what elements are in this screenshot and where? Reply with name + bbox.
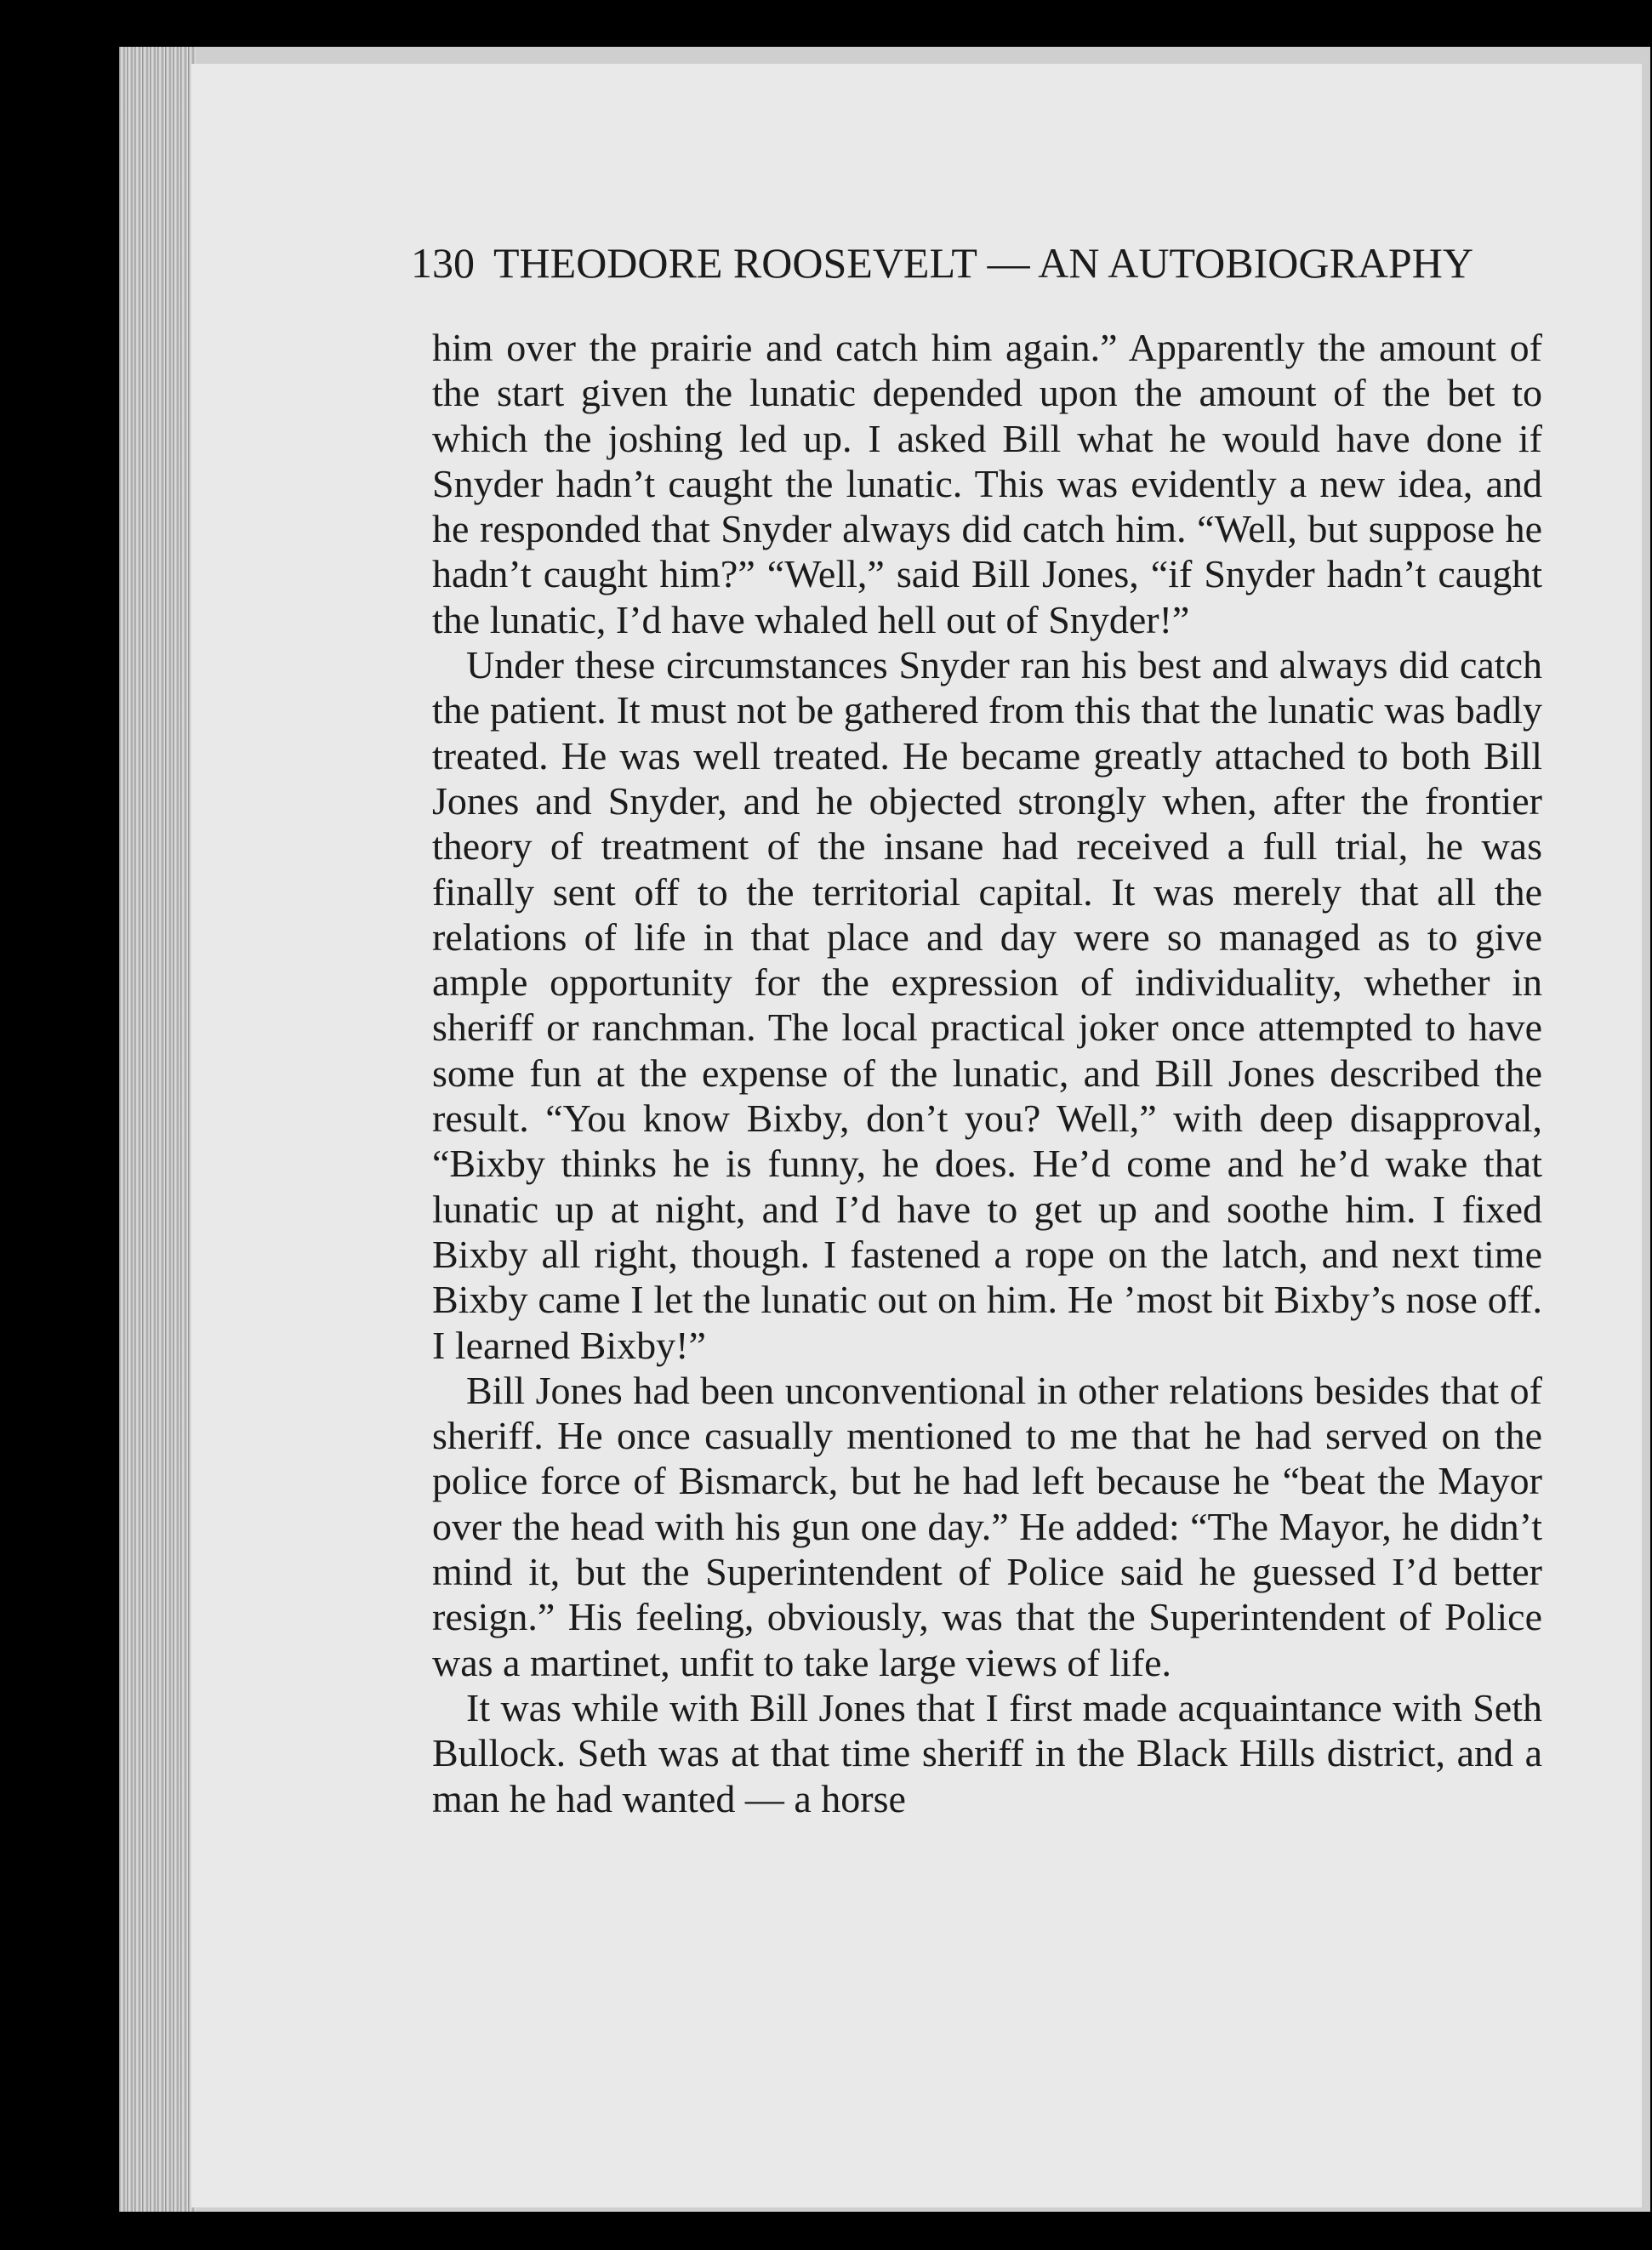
page-number: 130: [411, 239, 475, 287]
running-title: THEODORE ROOSEVELT — AN AUTOBIOGRAPHY: [493, 239, 1473, 287]
running-header: [411, 238, 1542, 288]
paragraph: Bill Jones had been unconventional in other relations besides that of sheriff. He once casually mentioned to me that he had served on the police force of Bismarck, but he had left because he “beat the Mayor over the head with his gun one day.” He added: “The Mayor, he didn’t mind it, but the Superintendent of Police said he guessed I’d better resign.” His feeling, obviously, was that the Superintendent of Police was a martinet, unfit to take large views of life.: [432, 1368, 1542, 1684]
body-text: [432, 325, 1542, 1821]
page-edges: [119, 47, 196, 2212]
paragraph: It was while with Bill Jones that I first made acquaintance with Seth Bullock. Seth was at that time sheriff in the Black Hills district, and a man he had wanted — a horse: [432, 1685, 1542, 1820]
paragraph: him over the prairie and catch him again.” Apparently the amount of the start given the lunatic depended upon the amount of the bet to which the joshing led up. I asked Bill what he would have done if Snyder hadn’t caught the lunatic. This was evidently a new idea, and he responded that Snyder always did catch him. “Well, but suppose he hadn’t caught him?” “Well,” said Bill Jones, “if Snyder hadn’t caught the lunatic, I’d have whaled hell out of Snyder!”: [432, 326, 1542, 641]
paragraph: Under these circumstances Snyder ran his best and always did catch the patient. It must not be gathered from this that the lunatic was badly treated. He was well treated. He became greatly attached to both Bill Jones and Snyder, and he objected strongly when, after the frontier theory of treatment of the insane had received a full trial, he was finally sent off to the territorial capital. It was merely that all the relations of life in that place and day were so managed as to give ample opportunity for the expression of individuality, whether in sheriff or ranchman. The local practical joker once attempted to have some fun at the expense of the lunatic, and Bill Jones described the result. “You know Bixby, don’t you? Well,” with deep disapproval, “Bixby thinks he is funny, he does. He’d come and he’d wake that lunatic up at night, and I’d have to get up and soothe him. I fixed Bixby all right, though. I fastened a rope on the latch, and next time Bixby came I let the lunatic out on him. He ’most bit Bixby’s nose off. I learned Bixby!”: [432, 643, 1542, 1367]
